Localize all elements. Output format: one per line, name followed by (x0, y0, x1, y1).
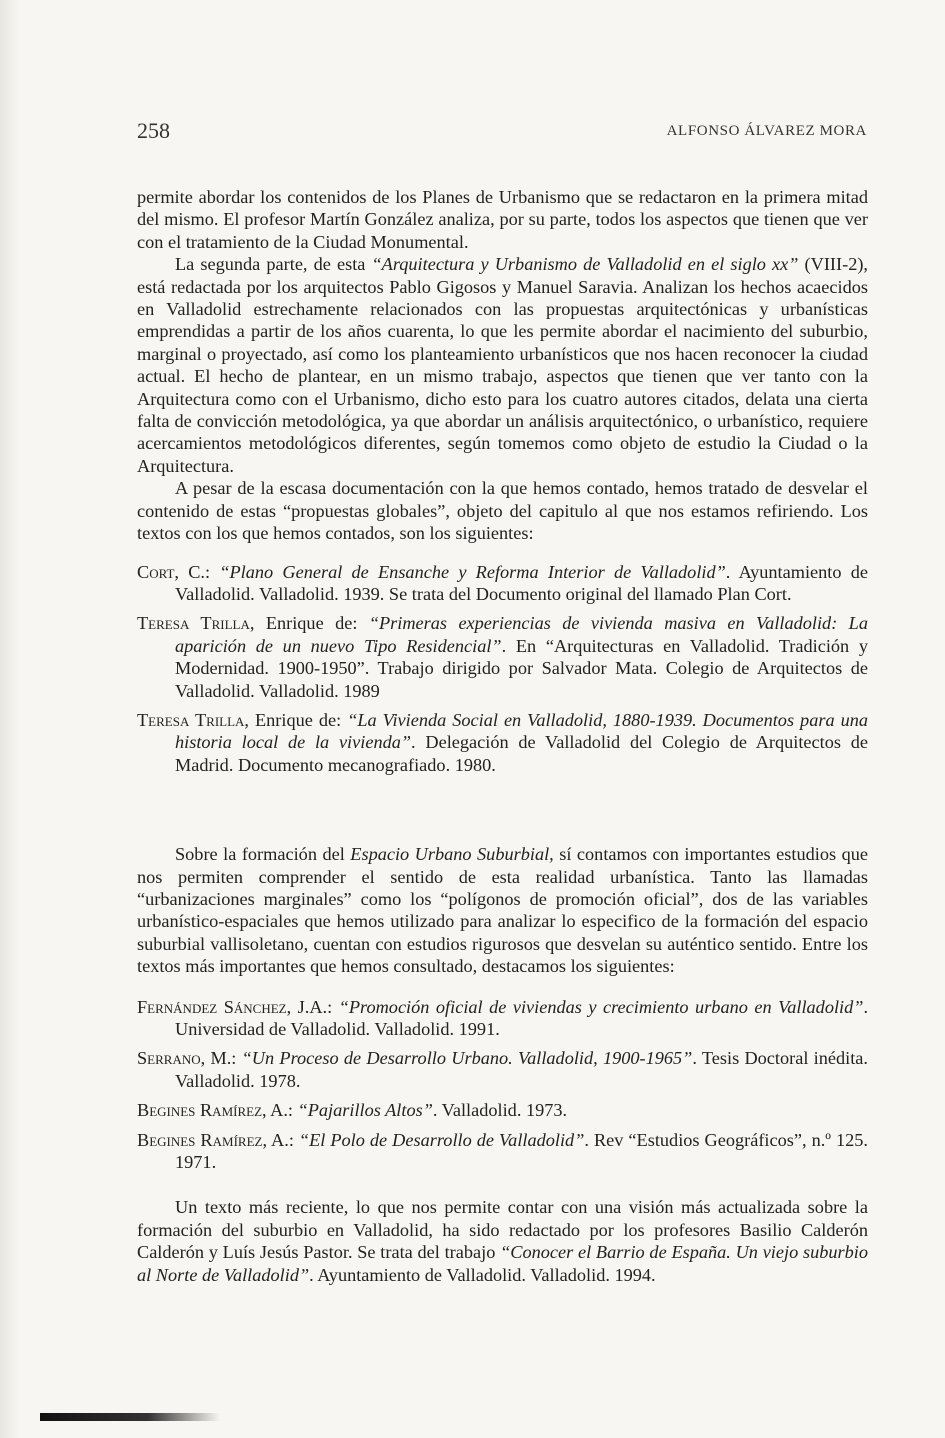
running-head: ALFONSO ÁLVAREZ MORA (666, 123, 867, 139)
ref-title: “Pajarillos Altos” (297, 1100, 433, 1121)
italic-title: “Conocer el Barrio de España. Un viejo suburbio al Norte de Valladolid” (137, 1242, 868, 1285)
reference-item: Begines Ramírez, A.: “Pajarillos Altos”. Valladolid. 1973. (137, 1100, 568, 1121)
page-gutter-shadow (0, 0, 20, 1438)
main-text (137, 186, 868, 1286)
reference-list (137, 561, 868, 777)
ref-title: “Primeras experiencias de vivienda masiva en Valladolid: La aparición de un nuevo Tipo Residencial” (175, 613, 868, 656)
paragraph: A pesar de la escasa documentación con la que hemos contado, hemos tratado de desvelar el contenido de estas “propuestas globales”, objeto del capitulo al que nos estamos refiriendo. Los textos con los que hemos contados, son los siguientes: (137, 478, 868, 544)
reference-list (137, 996, 868, 1174)
ref-author: Teresa Trilla, (137, 709, 250, 730)
italic-title: Espacio Urbano Suburbial, (350, 844, 554, 865)
ref-author: Cort, C. (137, 561, 205, 582)
reference-item: Begines Ramírez, A.: “El Polo de Desarrollo de Valladolid”. Rev “Estudios Geográficos”, n.º 125. 1971. (137, 1129, 868, 1173)
reference-item: Cort, C.: “Plano General de Ensanche y Reforma Interior de Valladolid”. Ayuntamiento de Valladolid. Valladolid. 1939. Se trata del Documento original del llamado Plan Cort. (137, 561, 868, 604)
reference-item: Serrano, M.: “Un Proceso de Desarrollo Urbano. Valladolid, 1900-1965”. Tesis Doctoral inédita. Valladolid. 1978. (137, 1048, 868, 1091)
italic-title: “Arquitectura y Urbanismo de Valladolid en el siglo xx” (371, 254, 799, 275)
paragraph: La segunda parte, de esta “Arquitectura y Urbanismo de Valladolid en el siglo xx” (VIII-2), está redactada por los arquitectos Pablo Gigosos y Manuel Saravia. Analizan los hechos acaecidos en Valladolid estrechamente relacionados con las propuestas arquitectónicas y urbanísticas emprendidas a partir de los años cuarenta, lo que les permite abordar el nacimiento del suburbio, marginal o proyectado, así como los planteamiento urbanísticos que nos hacen reconocer la ciudad actual. El hecho de plantear, en un mismo trabajo, aspectos que tienen que ver tanto con la Arquitectura como con el Urbanismo, dicho esto para los cuatro autores citados, delata una cierta falta de convicción metodológica, ya que abordar un análisis arquitectónico, o urbanístico, requiere acercamientos metodológicos diferentes, según tomemos como objeto de estudio la Ciudad o la Arquitectura. (137, 254, 868, 476)
ref-author: Fernández Sánchez, J.A. (137, 996, 328, 1017)
ref-title: “La Vivienda Social en Valladolid, 1880-1939. Documentos para una historia local de la vivienda” (175, 709, 868, 753)
ref-title: “Un Proceso de Desarrollo Urbano. Valladolid, 1900-1965” (241, 1048, 693, 1069)
scan-edge-mark (40, 1413, 220, 1421)
ref-author: Teresa Trilla, (137, 613, 255, 634)
paragraph: Un texto más reciente, lo que nos permite contar con una visión más actualizada sobre la formación del suburbio en Valladolid, ha sido redactado por los profesores Basilio Calderón Calderón y Luís Jesús Pastor. Se trata del trabajo “Conocer el Barrio de España. Un viejo suburbio al Norte de Valladolid”. Ayuntamiento de Valladolid. Valladolid. 1994. (137, 1197, 868, 1285)
reference-item: Fernández Sánchez, J.A.: “Promoción oficial de viviendas y crecimiento urbano en Valladolid”. Universidad de Valladolid. Valladolid. 1991. (137, 996, 869, 1039)
ref-title: “El Polo de Desarrollo de Valladolid” (298, 1129, 585, 1150)
ref-title: “Promoción oficial de viviendas y crecimiento urbano en Valladolid” (338, 996, 864, 1017)
ref-author: Begines Ramírez, A. (137, 1100, 288, 1121)
ref-author: Serrano, M. (137, 1048, 232, 1069)
ref-title: “Plano General de Ensanche y Reforma Interior de Valladolid” (219, 561, 726, 582)
reference-item: Teresa Trilla, Enrique de: “Primeras experiencias de vivienda masiva en Valladolid: La aparición de un nuevo Tipo Residencial”. En “Arquitecturas en Valladolid. Tradición y Modernidad. 1900-1950”. Trabajo dirigido por Salvador Mata. Colegio de Arquitectos de Valladolid. Valladolid. 1989 (137, 613, 868, 701)
reference-item: Teresa Trilla, Enrique de: “La Vivienda Social en Valladolid, 1880-1939. Documentos para una historia local de la vivienda”. Delegación de Valladolid del Colegio de Arquitectos de Madrid. Documento mecanografiado. 1980. (137, 709, 868, 775)
paragraph: Sobre la formación del Espacio Urbano Suburbial, sí contamos con importantes estudios que nos permiten comprender el sentido de esta realidad urbanística. Tanto las llamadas “urbanizaciones marginales” como los “polígonos de promoción oficial”, dos de las variables urbanístico-espaciales que hemos utilizado para analizar lo especifico de la formación del espacio suburbial vallisoletano, cuentan con estudios rigurosos que desvelan su auténtico sentido. Entre los textos más importantes que hemos consultado, destacamos los siguientes: (137, 844, 868, 977)
page-number: 258 (137, 118, 170, 143)
paragraph: permite abordar los contenidos de los Planes de Urbanismo que se redactaron en la primera mitad del mismo. El profesor Martín González analiza, por su parte, todos los aspectos que tienen que ver con el tratamiento de la Ciudad Monumental. (137, 187, 868, 252)
ref-author: Begines Ramírez, A. (137, 1129, 289, 1150)
